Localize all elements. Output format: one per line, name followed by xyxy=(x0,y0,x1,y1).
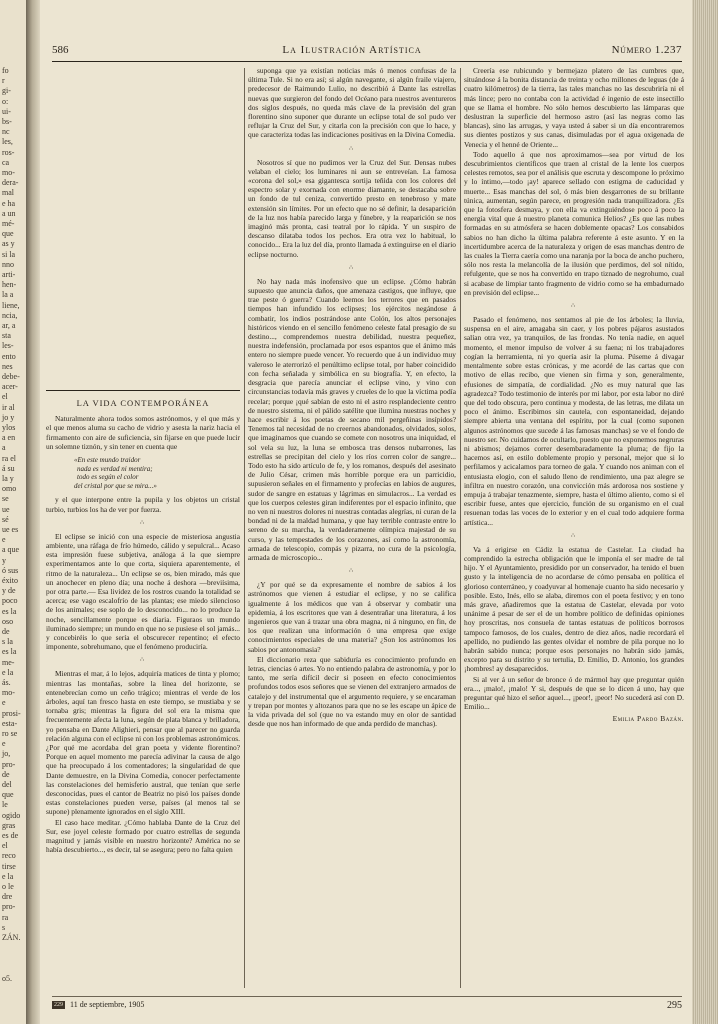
prev-page-text-fragment: de xyxy=(2,627,10,636)
paragraph: Naturalmente ahora todos somos astrónomos, y el que más y el que menos aluma su cacho de vidrio y asesta la nariz hacia el firmamento con aire de suficiencia, sin fijarse en que puede lucir un solemne tiznón, y sin tener en cuenta que xyxy=(46,414,240,451)
section-break-stars: ∴ xyxy=(349,264,355,271)
prev-page-text-fragment: o le xyxy=(2,882,14,891)
paragraph: El caso hace meditar. ¿Cómo hablaba Dante de la Cruz del Sur, ese joyel celeste formado por cuatro estrellas de segunda magnitud y jamás visible en nuestro horizonte? América no se había descubierto..., es decir, tal se asegura; pero no falta quien xyxy=(46,817,240,855)
middle-column xyxy=(248,66,456,990)
prev-page-text-fragment: s la xyxy=(2,637,13,647)
right-column xyxy=(464,66,684,990)
paragraph: El diccionario reza que sabiduría es conocimiento profundo en letras, ciencias ó artes. Yo no entiendo palabra de astronomía, y por lo tanto, me sería difícil decir si poseen en efecto conocimientos profundos todos esos señores que se vienen del extranjero armados de catalejo y del instrumental que el argumento requiere, y se encaraman y trepan por montes y altozanos para que no se les escape un ápice de la vida privada del sol (que no va estando muy en olor de santidad desde que nos han informado de que anda perdido de manchas). xyxy=(248,654,456,729)
verse-line: del cristal por que se mira...» xyxy=(74,481,157,490)
page-stack-edge xyxy=(692,0,718,1024)
prev-page-text-fragment: les, xyxy=(2,137,13,147)
prev-page-text-fragment: les- xyxy=(2,341,14,351)
section-rule xyxy=(46,390,240,391)
prev-page-text-fragment: r xyxy=(2,76,5,86)
author-signature: Emilia Pardo Bazán. xyxy=(612,714,684,724)
verse-line: «En este mundo traidor xyxy=(74,456,141,465)
prev-page-text-fragment: jo, xyxy=(2,749,11,759)
prev-page-text-fragment: oso xyxy=(2,616,14,626)
prev-page-text-fragment: a un xyxy=(2,208,16,218)
paragraph: Nosotros sí que no pudimos ver la Cruz del Sur. Densas nubes velaban el cielo; los luminares ni aun se entreveían. La famosa «corona del sol,» esa gigantesca sortija teñida con los colores del espectro solar y exornada con enorme diamante, se destacaba sobre un fondo de tul ceniza, convertido presto en tenebroso y mate extensión sin límites. Por un efecto que no sé definir, la desaparición de la luz nos había parecido larga y fúnebre, y la reaparición se nos imaginó más pronta, casi teatral por lo rápida. Y un suspiro de descanso dilataba todos los pechos. Era otra vez lo habitual, lo conocido... Era la luz del día, pronto llamada á extinguirse en el diario eclipse nocturno. xyxy=(248,157,456,259)
publication-title: La Ilustración Artística xyxy=(282,44,422,56)
prev-page-text-fragment: ncia, xyxy=(2,310,18,320)
prev-page-text-fragment: esta- xyxy=(2,718,18,728)
prev-page-text-fragment: pro- xyxy=(2,902,16,912)
prev-page-text-fragment: e ha xyxy=(2,198,16,208)
prev-page-text-fragment: ZÁN. xyxy=(2,933,21,942)
prev-page-text-fragment: a que xyxy=(2,545,20,555)
prev-page-text-fragment: debe- xyxy=(2,372,20,381)
footer-badge: 229 xyxy=(54,1002,63,1009)
prev-page-text-fragment: ca xyxy=(2,157,10,167)
section-break-stars: ∴ xyxy=(571,303,577,310)
prev-page-text-fragment: a xyxy=(2,443,6,453)
prev-page-text-fragment: s xyxy=(2,922,6,932)
prev-page-text-fragment: liene, xyxy=(2,300,20,310)
prev-page-text-fragment: e la xyxy=(2,667,14,677)
paragraph: El eclipse se inició con una especie de misteriosa angustia ambiente, una ráfaga de frío húmedo, cálido y sepulcral... Acaso esta impresión fuese subjetiva, análoga á la que siempre experimentamos ante lo que corta, siquiera aparentemente, el ritmo de la naturaleza... Un eclipse se os, bien mirado, más que un anochecer en pleno día; una noche á deshora —breviísima, por otra parte.— Esa lividez de los rostros cuando la totalidad se acerca; ese vago escalofrío de las plantas; ese miedo silencioso de los animales; ese soplo de lo desconocido... no lo produce la noche, sencillamente porque es diaria. Figuraos un mundo iluminado siempre; un mundo en que no se pusiese el sol jamás... y concebiréis lo que sería el obscurecer repentino; el efecto imponente, sobrehumano, que el fenómeno produciría. xyxy=(46,531,240,652)
verse-quote xyxy=(74,456,240,490)
prev-page-text-fragment: arti- xyxy=(2,270,16,279)
prev-page-text-fragment: poco xyxy=(2,596,18,606)
prev-page-text-fragment: reco xyxy=(2,851,16,861)
prev-page-text-fragment: éxito xyxy=(2,576,18,585)
prev-page-text-fragment: se xyxy=(2,494,9,504)
footer-rule xyxy=(52,996,682,997)
prev-page-text-fragment: nc xyxy=(2,127,10,137)
prev-page-text-fragment: y xyxy=(2,555,6,565)
prev-page-text-fragment: el xyxy=(2,392,8,402)
paragraph: Va á erigirse en Cádiz la estatua de Castelar. La ciudad ha comprendido la estrecha obligación que le imponía el ser madre de tal hijo. Y el Ayuntamiento, presidido por un conservador, ha tenido el buen gusto y la inteligencia de no acordarse de cómo pensaba en política el glorioso conterráneo, y coadyuvar al homenaje cuanto ha sido necesario y posible. Esto, Inés, ello se alaba, diremos con el poeta festivo; y en tono más grave, añadiremos que la estatua de Castelar, elevada por voto unánime á pesar de ser el de un hombre político de definidas opiniones hoy proscritas, nos consuela de tantas estatuas de políticos borrosos tampoco famosos, de los cuales, dentro de diez años, nadie recordará el apellido, no pudiendo las gentes olvidar el nombre de pila porque no lo habrán sabido nunca; porque esos personajes no habrán sido jamás, excepto para su distrito y su tertulia, D. Emilio, D. Antonio, los grandes ¡hombres! ay desaparecidos. xyxy=(464,544,684,674)
column-divider xyxy=(244,68,245,988)
prev-page-text-fragment: prosi- xyxy=(2,708,21,718)
section-break-stars: ∴ xyxy=(571,532,577,539)
paragraph: Mientras el mar, á lo lejos, adquiría matices de tinta y plomo; mientras las montañas, sobre la línea del horizonte, se entenebrecían como un ceño trágico; mientras el verde de los árboles, aquí tan fresco hasta en este tiempo, se mustiaba y se tornaba gris; mientras la figura del sol era la misma que frecuentemente afecta la luna, según de plata blanca y brilladora, yo pensaba en Dante Alighieri, pensar que al parecer no guarda relación alguna con el eclipse ni con los problemas astronómicos. ¿Por qué me acordaba del gran poeta y vidente florentino? Porque en aquel momento me parecía adivinar la causa de algo que ha preocupado á los comentadores; la singularidad de que Dante demuestre, en la Divina Comedia, conocer perfectamente las constelaciones del hemisferio austral, que tenían que serle desconocidas, pues el cantor de Beatriz no pisó los países donde estas constelaciones pueden verse, países (al menos tal se supone) plenamente ignorados en el siglo XIII. xyxy=(46,669,240,817)
prev-page-text-fragment: o: xyxy=(2,96,9,106)
prev-page-text-fragment: que xyxy=(2,229,14,239)
prev-page-text-fragment: que xyxy=(2,790,14,800)
paragraph: Creería ese rubicundo y bermejazo platero de las cumbres que, situándose á la bonita distancia de treinta y ocho millones de leguas (de á cuatro kilómetros) de la tierra, las tales manchas no las descubriría ni el más lince; pero no contaba con la actividad é ingenio de este insectillo que se llama el hombre. No sólo hemos descubierto las lámparas que deslustran la superficie del hermoso astro (así las negras como las blancas), sino las arrugas, y vaya usted á saber si un día encontraremos sus dientes postizos y sus canas, disimuladas por el agua oxigenada de Venecia y el henné de Oriente... xyxy=(464,66,684,149)
section-title: LA VIDA CONTEMPORÁNEA xyxy=(76,398,210,408)
prev-page-text-fragment: ui- xyxy=(2,106,11,116)
prev-page-text-fragment: nno xyxy=(2,259,14,269)
prev-page-text-fragment: la a xyxy=(2,290,14,300)
archive-page-number: 295 xyxy=(667,1000,682,1011)
prev-page-text-fragment: ás. xyxy=(2,678,11,687)
header-rule xyxy=(52,61,682,62)
prev-page-text-fragment: e xyxy=(2,739,6,749)
prev-page-text-fragment: ro se xyxy=(2,729,18,738)
prev-page-text-fragment: fo xyxy=(2,66,9,75)
prev-page-text-fragment: e xyxy=(2,698,6,708)
prev-page-text-fragment: ra xyxy=(2,912,9,922)
prev-page-text-fragment: o5. xyxy=(2,973,12,983)
section-break-stars: ∴ xyxy=(349,145,355,152)
prev-page-text-fragment: me- xyxy=(2,657,15,667)
magazine-page xyxy=(40,0,692,1024)
prev-page-text-fragment: ir al xyxy=(2,402,15,412)
prev-page-text-fragment: de xyxy=(2,769,10,779)
paragraph: Todo aquello á que nos aproximamos—sea por virtud de los descubrimientos científicos que traen al cristal de la lente los cuerpos celestes remotos, sea por el análisis que escruta y descompone lo próximo y lo íntimo,—todo ¡ay! aparece sellado con estigma de caducidad y muerte... Esas manchas del sol, ó más bien desgarrones de su brillante túnica, aumentan, según parece, en progresión nada tranquilizadora. ¿Es que la fotosfera desmaya, y con ella va extinguiéndose poco á poco la energía vital que á nuestro planeta comunica Helios? ¿Es que las nubes formadas en su atmósfera se hacen doblemente opacas? Los consabidos sabios no han dicho la última palabra referente á este asunto. Y en la incertidumbre acerca de la naturaleza y origen de esas manchas dentro de las cuales la Tierra caería como una naranja por la boca de ancho puchero, sólo nos resta la melancolía de la ilusión que perdimos, del sol nítido, refulgente, que se nos ha convertido en trapo tiznado de negrohumo, cual si acabase de limpiar tanto fragmento de vidrio como se ha embadurnado en previsión del eclipse... xyxy=(464,149,684,297)
footer-date: 11 de septiembre, 1905 xyxy=(70,1000,145,1009)
paragraph: y el que interpone entre la pupila y los objetos un cristal turbio, turbios los ha de ver por fuerza. xyxy=(46,495,240,514)
prev-page-text-fragment: e xyxy=(2,535,6,545)
prev-page-text-fragment: es de xyxy=(2,831,19,840)
page-footer xyxy=(52,1000,682,1012)
prev-page-text-fragment: mal xyxy=(2,188,14,198)
paragraph: Si al ver á un señor de bronce ó de mármol hay que preguntar quién era..., ¡malo!, ¡malo! Y si, después de que se lo dicen á uno, hay que preguntar qué hizo el señor aquel..., ¡peor!, ¡peor! No sucederá así con D. Emilio... xyxy=(464,674,684,712)
issue-number: Número 1.237 xyxy=(611,44,682,56)
prev-page-text-fragment: á su xyxy=(2,463,15,473)
prev-page-text-fragment: dera- xyxy=(2,178,19,188)
prev-page-text-fragment: ento xyxy=(2,351,16,361)
verse-line: nada es verdad ni mentira; xyxy=(77,464,153,473)
prev-page-text-fragment: dre xyxy=(2,892,13,902)
prev-page-text-fragment: ó sus xyxy=(2,565,19,575)
prev-page-text-fragment: bs- xyxy=(2,117,12,126)
prev-page-text-fragment: hen- xyxy=(2,280,17,290)
paragraph: ¿Y por qué se da expresamente el nombre de sabios á los astrónomos que vienen á estudiar el eclipse, y no se califica igualmente á los médicos que van á observar y combatir una epidemia, á los escritores que van á desentrañar una literatura, á los ingenieros que van á trazar una obra magna, ni á ninguno, en fin, de los que realizan una información ó una empresa que exige conocimientos especiales de una materia? ¿Son los astrónomos los sabios por antonomasia? xyxy=(248,580,456,654)
paragraph: Pasado el fenómeno, nos sentamos al pie de los árboles; la lluvia, suspensa en el aire, amagaba sin caer, y los pobres pájaros asustados salían otra vez, ya tranquilos, de las frondas. No tenía nadie, en aquel momento, el menor impulso de volver á su faena; ni los trabajadores cogían la herramienta, ni yo quería asir la pluma. Púseme á divagar mentalmente sobre estas crónicas, y me acordé de las cartas que con motivo de ellas recibo, que vienen sin firma y son, generalmente, efusiones de simpatía, de cordialidad. ¿No es muy natural que las agradezca? Todo testimonio de interés por mi labor, por esta labor no diré que del todo obscura, pero continua y modesta, de las letras, me dilata un poco el ánimo. Escribimos sin cautela, con espontaneidad, dejando siempre abierta una ventana del espíritu, por la cual (como suponen algunos astrónomos que sucede á las famosas manchas) se ve el fondo de nuestro ser. No cuidamos de ocultarlo, puesto que no exponemos negruras ni abismos; dejamos correr desembaradamente la pluma; de fijo la hacemos así, en estilo doblemente propio y personal, mejor que si lo perfilamos y acicalamos para torneo de gala. Y cuando nos animan con el entusiasta elogio, con el saludo lleno de rendimiento, una paz alegre se infiltra en nuestro corazón, una convicción más ardorosa nos sostiene y empuja á trabajar tenazmente, siempre, hasta el último aliento, como si el escribir fuese, antes que ejercicio, función de su organismo en el cual resuenan todas las voces de lo exterior y en el cual todo adquiere forma artística... xyxy=(464,315,684,527)
prev-page-text-fragment: mo- xyxy=(2,168,15,177)
prev-page-text-fragment: pro- xyxy=(2,759,16,769)
section-break-stars: ∴ xyxy=(140,657,146,664)
prev-page-text-fragment: le xyxy=(2,800,8,810)
prev-page-text-fragment: omo xyxy=(2,484,17,494)
prev-page-text-fragment: ar, a xyxy=(2,321,16,330)
previous-page-edge xyxy=(0,0,28,1024)
verse-line: todo es según el color xyxy=(77,473,139,482)
prev-page-text-fragment: ra el xyxy=(2,453,16,463)
section-break-stars: ∴ xyxy=(349,568,355,575)
prev-page-text-fragment: tirse xyxy=(2,861,16,871)
prev-page-text-fragment: as y xyxy=(2,239,15,249)
prev-page-text-fragment: mo- xyxy=(2,688,15,698)
page-header xyxy=(52,44,682,60)
paragraph: No hay nada más inofensivo que un eclipse. ¿Cómo habrán supuesto que anuncia daños, que amenaza castigos, que influye, que trae peste ó guerra? Cuando leemos los terrores que en pasados tiempos han infundido los eclipses; los ejércitos negándose á combatir, los indios postrándose ante Colón, los altos personajes históricos viendo en el sencillo fenómeno celeste fatal presagio de su destino..., comprendemos nuestra debilidad, nuestra pequeñez, nuestra indefensión, proclamada por esos espantos que el ánimo más entero no siempre puede vencer. Yo recuerdo que á un individuo muy valeroso le aterrorizó el penúltimo eclipse total, por haber coincidido con fecha señalada y simbólica en su biografía. Y, en efecto, la desgracia que parecía anunciar el eclipse vino, y vino con circunstancias todavía más graves y crueles de lo que la víctima podía recelar; porque ¡qué sabían de esto ni el astro resplandeciente centro de nuestro sistema, ni el pálido satélite que ilumina nuestras noches y hace escribir á los poetas de secano mil pergeñinas insípidos? Tenemos tal necesidad de no creernos abandonados, olvidados, solos, que imaginamos que cuando se comete con nosotros una iniquidad, el sol vela su luz, la luna se embosca tras densos nubarrones, las estrellas se precipitan del cielo y los ríos corren color de sangre... Todo esto ha sido artículo de fe, y los romanos, después del asesinato de Julio César, crimen más horrible porque era un parricidio, supusieron señales en el firmamento y profecías en labios de augures, sudor de sangre en estatuas y lágrimas en simulacros... La verdad es que los cuerpos celestes giran indiferentes por el espacio infinito, que no ven ni nuestros dolores ni nuestras contadas alegrías, ni curan de la bondad ni de la maldad humana, y que hay terrible contraste entre lo sereno de su marcha, la verdaderamente olímpica majestad de su curso, y las tempestades de los corazones, así como la astronomía, armada de telescopio, compás y pizarra, no cura de la psicología, armada de microscopio... xyxy=(248,276,456,562)
prev-page-text-fragment: el xyxy=(2,841,8,851)
prev-page-text-fragment: ros- xyxy=(2,147,15,157)
column-divider xyxy=(460,68,461,988)
prev-page-text-fragment: mé- xyxy=(2,219,15,228)
prev-page-text-fragment: gras xyxy=(2,820,16,830)
prev-page-text-fragment: ue es xyxy=(2,525,19,534)
prev-page-text-fragment: si la xyxy=(2,249,16,259)
prev-page-text-fragment: ue xyxy=(2,504,10,514)
prev-page-text-fragment: y de xyxy=(2,586,16,596)
prev-page-text-fragment: es la xyxy=(2,606,17,616)
paragraph: suponga que ya existían noticias más ó menos confusas de la última Tule. Si no era así; si algún navegante, si algún fraile viajero, predecesor de Raimundo Lulio, no describió á Dante las estrellas nuevas que surgieron del fondo del Océano para nuestros aventureros dos siglos después, no queda más clave de la previsión del gran florentino sino suponer que durante un eclipse total de sol pudo ver reflujar la Cruz del Sur, y citarla con la precisión con que lo hace, y que caracteriza todas las indicaciones positivas en la Divina Comedia. xyxy=(248,66,456,140)
book-gutter xyxy=(26,0,40,1024)
prev-page-text-fragment: ylos xyxy=(2,423,16,432)
prev-page-text-fragment: la y xyxy=(2,474,14,483)
prev-page-text-fragment: acer- xyxy=(2,382,18,392)
left-column xyxy=(46,390,240,990)
prev-page-text-fragment: ogido xyxy=(2,810,21,820)
section-break-stars: ∴ xyxy=(140,519,146,526)
prev-page-text-fragment: a en xyxy=(2,433,16,443)
prev-page-text-fragment: sé xyxy=(2,514,9,524)
prev-page-text-fragment: jo y xyxy=(2,412,15,422)
prev-page-text-fragment: del xyxy=(2,780,12,789)
page-number: 586 xyxy=(52,44,69,56)
prev-page-text-fragment: es la xyxy=(2,647,17,657)
prev-page-text-fragment: e la xyxy=(2,871,14,881)
prev-page-text-fragment: nes xyxy=(2,361,13,371)
prev-page-text-fragment: sta xyxy=(2,331,11,341)
prev-page-text-fragment: gi- xyxy=(2,86,11,96)
